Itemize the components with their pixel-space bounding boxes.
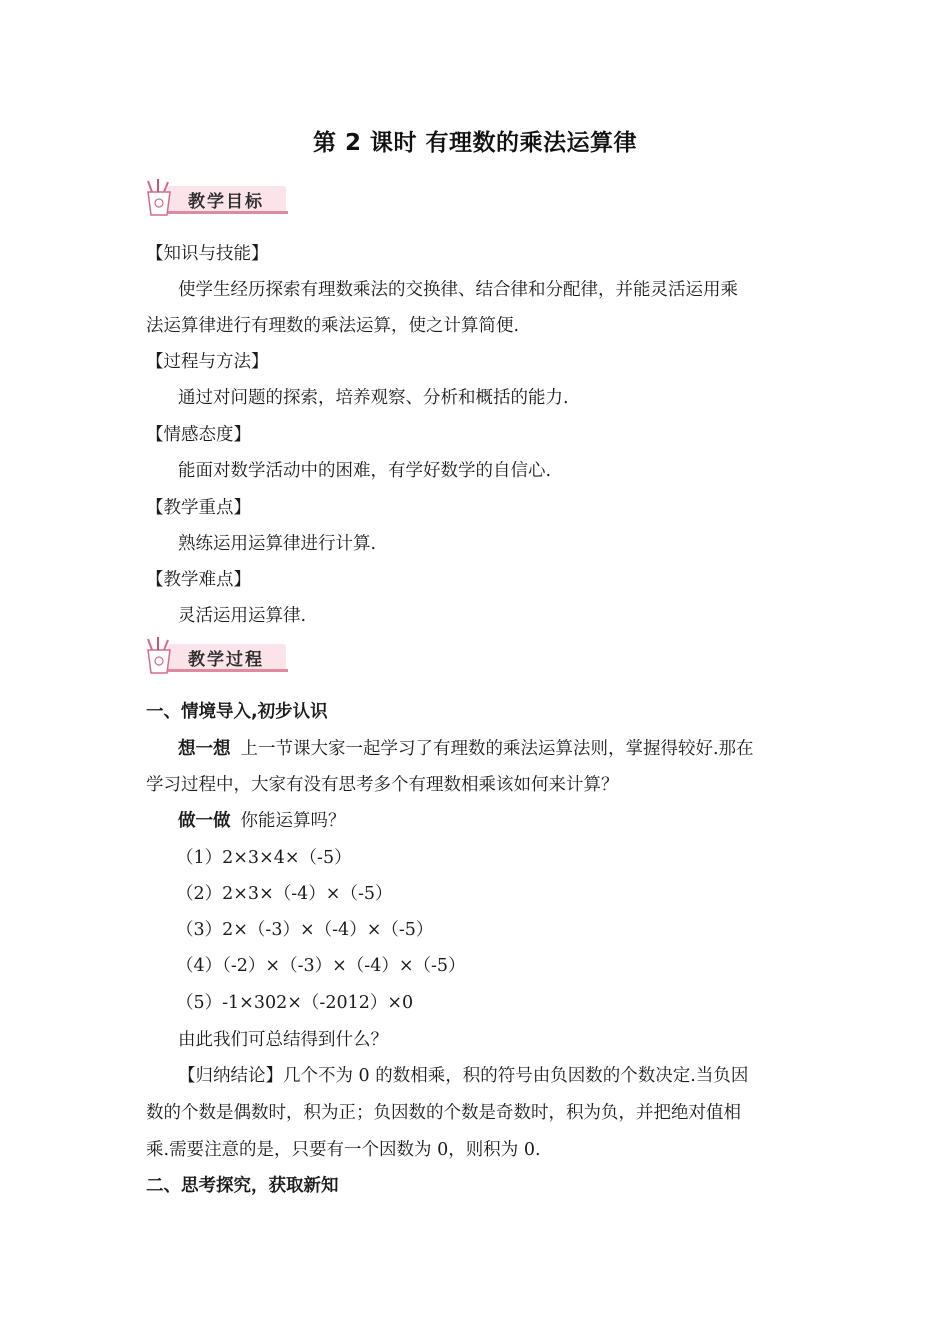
exercise-5: （5）-1×302×（-2012）×0: [176, 993, 414, 1013]
key-point-heading: 【教学重点】: [146, 498, 251, 518]
exercise-1: （1）2×3×4×（-5）: [176, 848, 352, 868]
conclusion-line-1: [178, 1058, 848, 1094]
conclusion-line-2: 数的个数是偶数时，积为正；负因数的个数是奇数时，积为负，并把绝对值相: [146, 1103, 741, 1123]
section-badge-process: [142, 636, 292, 678]
exercise-2: （2）2×3×（-4）×（-5）: [176, 884, 393, 904]
key-point-text: 熟练运用运算律进行计算.: [178, 534, 377, 554]
difficulty-text: 灵活运用运算律.: [178, 606, 307, 626]
conclusion-line-3: 乘.需要注意的是，只要有一个因数为 0，则积为 0.: [146, 1140, 541, 1160]
difficulty-heading: 【教学难点】: [146, 570, 251, 590]
think-text: 上一节课大家一起学习了有理数的乘法运算法则，掌握得较好.那在: [240, 739, 754, 759]
section-badge-goals-label: 教学目标: [188, 192, 264, 212]
think-label: 想一想: [178, 739, 231, 759]
part2-heading: 二、思考探究，获取新知: [146, 1176, 339, 1196]
knowledge-text-line-1: 使学生经历探索有理数乘法的交换律、结合律和分配律，并能灵活运用乘: [178, 280, 738, 300]
knowledge-heading: 【知识与技能】: [146, 244, 269, 264]
process-text: 通过对问题的探索，培养观察、分析和概括的能力.: [178, 388, 569, 408]
knowledge-text-line-2: 法运算律进行有理数的乘法运算，使之计算简便.: [146, 316, 520, 336]
process-heading: 【过程与方法】: [146, 352, 269, 372]
attitude-text: 能面对数学活动中的困难，有学好数学的自信心.: [178, 461, 552, 481]
think-paragraph-line-1: [178, 731, 848, 767]
section-badge-goals: [142, 178, 292, 220]
summary-question: 由此我们可总结得到什么？: [178, 1030, 388, 1050]
think-paragraph-line-2: 学习过程中，大家有没有思考多个有理数相乘该如何来计算？: [146, 775, 619, 795]
attitude-heading: 【情感态度】: [146, 425, 251, 445]
page-title: 第 2 课时 有理数的乘法运算律: [312, 130, 638, 156]
part1-heading: 一、情境导入,初步认识: [146, 702, 328, 722]
exercise-4: （4）（-2）×（-3）×（-4）×（-5）: [176, 956, 466, 976]
do-label: 做一做: [178, 811, 231, 831]
do-text: 你能运算吗？: [240, 811, 346, 831]
exercise-3: （3）2×（-3）×（-4）×（-5）: [176, 920, 434, 940]
do-paragraph: [178, 803, 848, 839]
conclusion-label: 【归纳结论】: [178, 1066, 283, 1086]
conclusion-text: 几个不为 0 的数相乘，积的符号由负因数的个数决定.当负因: [283, 1066, 749, 1086]
section-badge-process-label: 教学过程: [188, 650, 264, 670]
